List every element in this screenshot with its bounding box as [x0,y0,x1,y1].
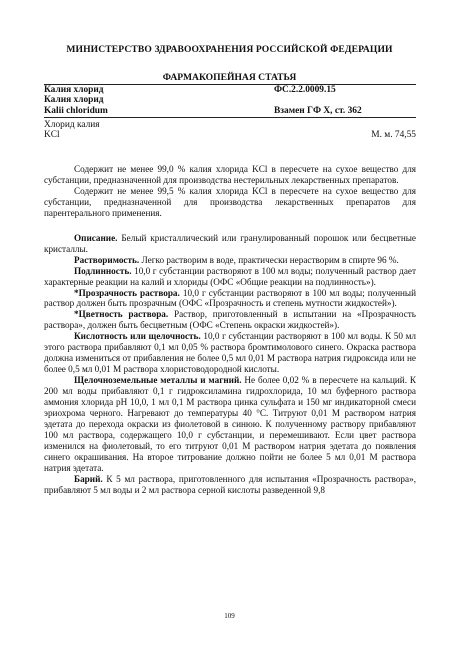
content-paragraph-2: Содержит не менее 99,5 % калия хлорида KCl в пересчете на сухое вещество для субстанции, предназначенной для производства лекарственных препаратов для парентерального применения. [44,185,416,218]
section-title: Описание. [74,232,118,243]
section-title: Растворимость. [74,254,140,265]
drug-name-ru: Калия хлорид [44,85,104,95]
chemical-info [44,120,416,141]
chemical-formula: KCl [44,130,60,141]
section-title: Барий. [74,473,103,484]
content-paragraph-1: Содержит не менее 99,0 % калия хлорида KCl в пересчете на сухое вещество для субстанции, предназначенной для производства нестерильных лекарственных препаратов. [44,164,416,185]
section-title: Подлинность. [74,265,132,276]
section-alkaline-earth-metals [44,375,416,474]
section-text: 10,0 г субстанции растворяют в 100 мл воды; полученный раствор дает характерные реакции на калий и хлориды (ОФС «Общие реакции на подлинность»). [44,265,416,287]
chemical-name: Хлорид калия [44,120,100,130]
section-description [44,233,416,255]
section-solubility [44,255,416,266]
section-text: 10,0 г субстанции растворяют в 100 мл воды. К 50 мл этого раствора прибавляют 0,1 мл 0,05 % раствора бромтимолового синего. Окраска раствора должна измениться от прибавления не более 0,5 мл 0,01 М раствора натрия гидроксида или не более 0,5 мл 0,01 М раствора хлористоводородной кислоты. [44,331,416,375]
section-clarity [44,288,416,310]
section-text: Не более 0,02 % в пересчете на кальций. К 200 мл воды прибавляют 0,1 г гидроксиламина гидрохлорида, 10 мл буферного раствора аммония хлорида pH 10,0, 1 мл 0,1 М раствора цинка сульфата и 150 мг индикаторной смеси эриохрома черного. Нагревают до температуры 40 °С. Титруют 0,01 М раствором натрия эдетата до перехода окраски из фиолетовой в синюю. К полученному раствору прибавляют 100 мл раствора, содержащего 10,0 г субстанции, и перемешивают. Если цвет раствора изменился на фиолетовый, то его титруют 0,01 М раствором натрия эдетата до появления синего окрашивания. На второе титрование должно пойти не более 5 мл 0,01 М раствора натрия эдетата. [44,375,416,473]
replaces-note: Взамен ГФ X, ст. 362 [274,105,362,116]
section-text: Белый кристаллический или гранулированный порошок или бесцветные кристаллы. [44,232,416,254]
section-title: Кислотность или щелочность. [74,331,201,342]
section-color [44,309,416,331]
monograph-body [44,164,416,496]
header-rule-bottom [44,117,416,118]
drug-name-ru-2: Калия хлорид [44,95,104,106]
section-text: Раствор, приготовленный в испытании на «Прозрачность раствора», должен быть бесцветным (ОФС «Степень окраски жидкостей»). [44,309,416,331]
ministry-heading: МИНИСТЕРСТВО ЗДРАВООХРАНЕНИЯ РОССИЙСКОЙ ФЕДЕРАЦИИ [66,44,393,55]
section-title: *Прозрачность раствора. [74,287,180,298]
monograph-header [44,85,416,116]
article-type-heading: ФАРМАКОПЕЙНАЯ СТАТЬЯ [162,72,297,83]
molecular-mass: М. м. 74,55 [371,130,416,141]
monograph-code: ФС.2.2.0009.15 [274,85,336,95]
section-text: К 5 мл раствора, приготовленного для испытания «Прозрачность раствора», прибавляют 5 мл воды и 2 мл раствора серной кислоты разведенной 9,8 [44,473,416,495]
section-acidity [44,331,416,375]
section-barium [44,474,416,496]
section-title: Щелочноземельные металлы и магний. [74,375,242,386]
section-text: Легко растворим в воде, практически нерастворим в спирте 96 %. [139,254,399,265]
drug-name-latin: Kalii chloridum [44,105,108,116]
section-text: 10,0 г субстанции растворяют в 100 мл воды; полученный раствор должен быть прозрачным (ОФС «Прозрачность и степень мутности жидкостей»). [44,287,417,309]
section-title: *Цветность раствора. [74,309,169,320]
section-identification [44,266,416,288]
page-number: 109 [224,612,235,620]
